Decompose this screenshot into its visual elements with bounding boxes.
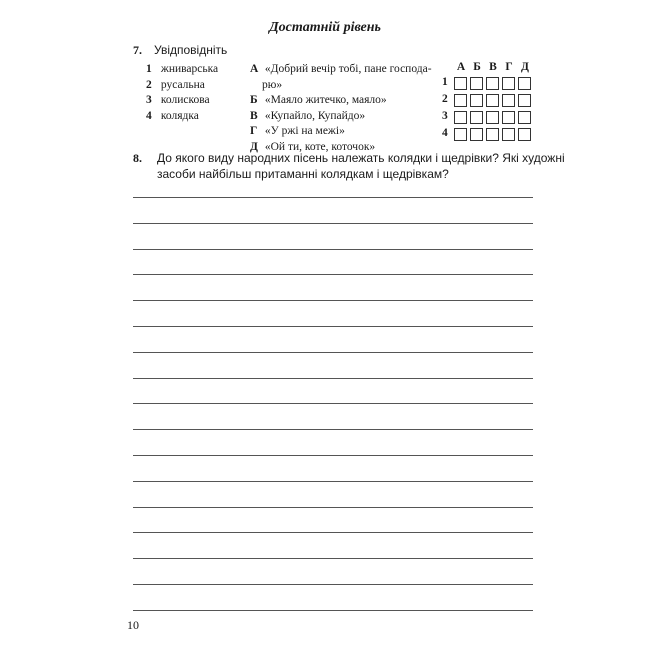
matching-right-list: [250, 62, 440, 155]
answer-cell-3-1[interactable]: [454, 111, 467, 124]
answer-line[interactable]: [133, 274, 533, 275]
question-8-number: 8.: [133, 151, 142, 165]
matching-left-list: [146, 62, 218, 124]
answer-cell-3-5[interactable]: [518, 111, 531, 124]
left-item-1: 1 жниварська: [146, 63, 219, 75]
answer-cell-4-3[interactable]: [486, 128, 499, 141]
answer-line[interactable]: [133, 403, 533, 404]
answer-cell-1-3[interactable]: [486, 77, 499, 90]
answer-cell-2-5[interactable]: [518, 94, 531, 107]
right-item-a: А «Добрий вечір тобі, пане господа-: [250, 63, 432, 75]
answer-line[interactable]: [133, 584, 533, 585]
grid-header-5: Д: [521, 61, 529, 73]
right-item-g: Г «У ржі на межі»: [250, 125, 345, 137]
answer-cell-4-2[interactable]: [470, 128, 483, 141]
answer-line[interactable]: [133, 532, 533, 533]
answer-cell-2-3[interactable]: [486, 94, 499, 107]
answer-cell-2-1[interactable]: [454, 94, 467, 107]
grid-row-label-1: 1: [442, 76, 448, 88]
left-item-2: 2 русальна: [146, 78, 205, 91]
answer-line[interactable]: [133, 197, 533, 198]
grid-header-1: А: [456, 61, 466, 73]
question-7-number: 7.: [133, 43, 142, 57]
answer-line[interactable]: [133, 610, 533, 611]
answer-cell-4-5[interactable]: [518, 128, 531, 141]
question-7-text: Увідповідніть: [154, 43, 228, 57]
question-8-line-1: До якого виду народних пісень належать колядки і щедрівки? Які художні: [157, 151, 565, 165]
right-item-d: Д «Ой ти, коте, коточок»: [250, 140, 376, 153]
right-item-v: В «Купайло, Купайдо»: [250, 109, 366, 122]
answer-cell-4-1[interactable]: [454, 128, 467, 141]
grid-header-4: Г: [505, 61, 513, 73]
answer-line[interactable]: [133, 378, 533, 379]
grid-header-2: Б: [473, 61, 481, 73]
answer-line[interactable]: [133, 558, 533, 559]
answer-cell-2-2[interactable]: [470, 94, 483, 107]
left-item-3: 3 колискова: [146, 94, 210, 106]
answer-cell-1-1[interactable]: [454, 77, 467, 90]
right-item-a-continuation: рю»: [262, 78, 283, 91]
answer-line[interactable]: [133, 429, 533, 430]
answer-line[interactable]: [133, 326, 533, 327]
answer-cell-1-5[interactable]: [518, 77, 531, 90]
answer-cell-3-3[interactable]: [486, 111, 499, 124]
answer-line[interactable]: [133, 352, 533, 353]
grid-row-label-4: 4: [442, 127, 448, 139]
grid-row-label-2: 2: [442, 93, 448, 105]
answer-line[interactable]: [133, 223, 533, 224]
answer-cell-3-2[interactable]: [470, 111, 483, 124]
left-item-4: 4 колядка: [146, 109, 199, 122]
answer-line[interactable]: [133, 300, 533, 301]
grid-header-3: В: [489, 61, 497, 73]
answer-line[interactable]: [133, 507, 533, 508]
section-title: Достатній рівень: [269, 20, 381, 35]
answer-cell-1-4[interactable]: [502, 77, 515, 90]
page-number: 10: [127, 618, 139, 632]
answer-cell-1-2[interactable]: [470, 77, 483, 90]
answer-cell-2-4[interactable]: [502, 94, 515, 107]
answer-line[interactable]: [133, 249, 533, 250]
answer-cell-4-4[interactable]: [502, 128, 515, 141]
answer-cell-3-4[interactable]: [502, 111, 515, 124]
right-item-b: Б «Маяло житечко, маяло»: [250, 94, 387, 106]
answer-line[interactable]: [133, 455, 533, 456]
answer-line[interactable]: [133, 481, 533, 482]
question-8-line-2: засоби найбільш притаманні колядкам і щедрівкам?: [157, 167, 449, 181]
grid-row-label-3: 3: [442, 110, 448, 122]
